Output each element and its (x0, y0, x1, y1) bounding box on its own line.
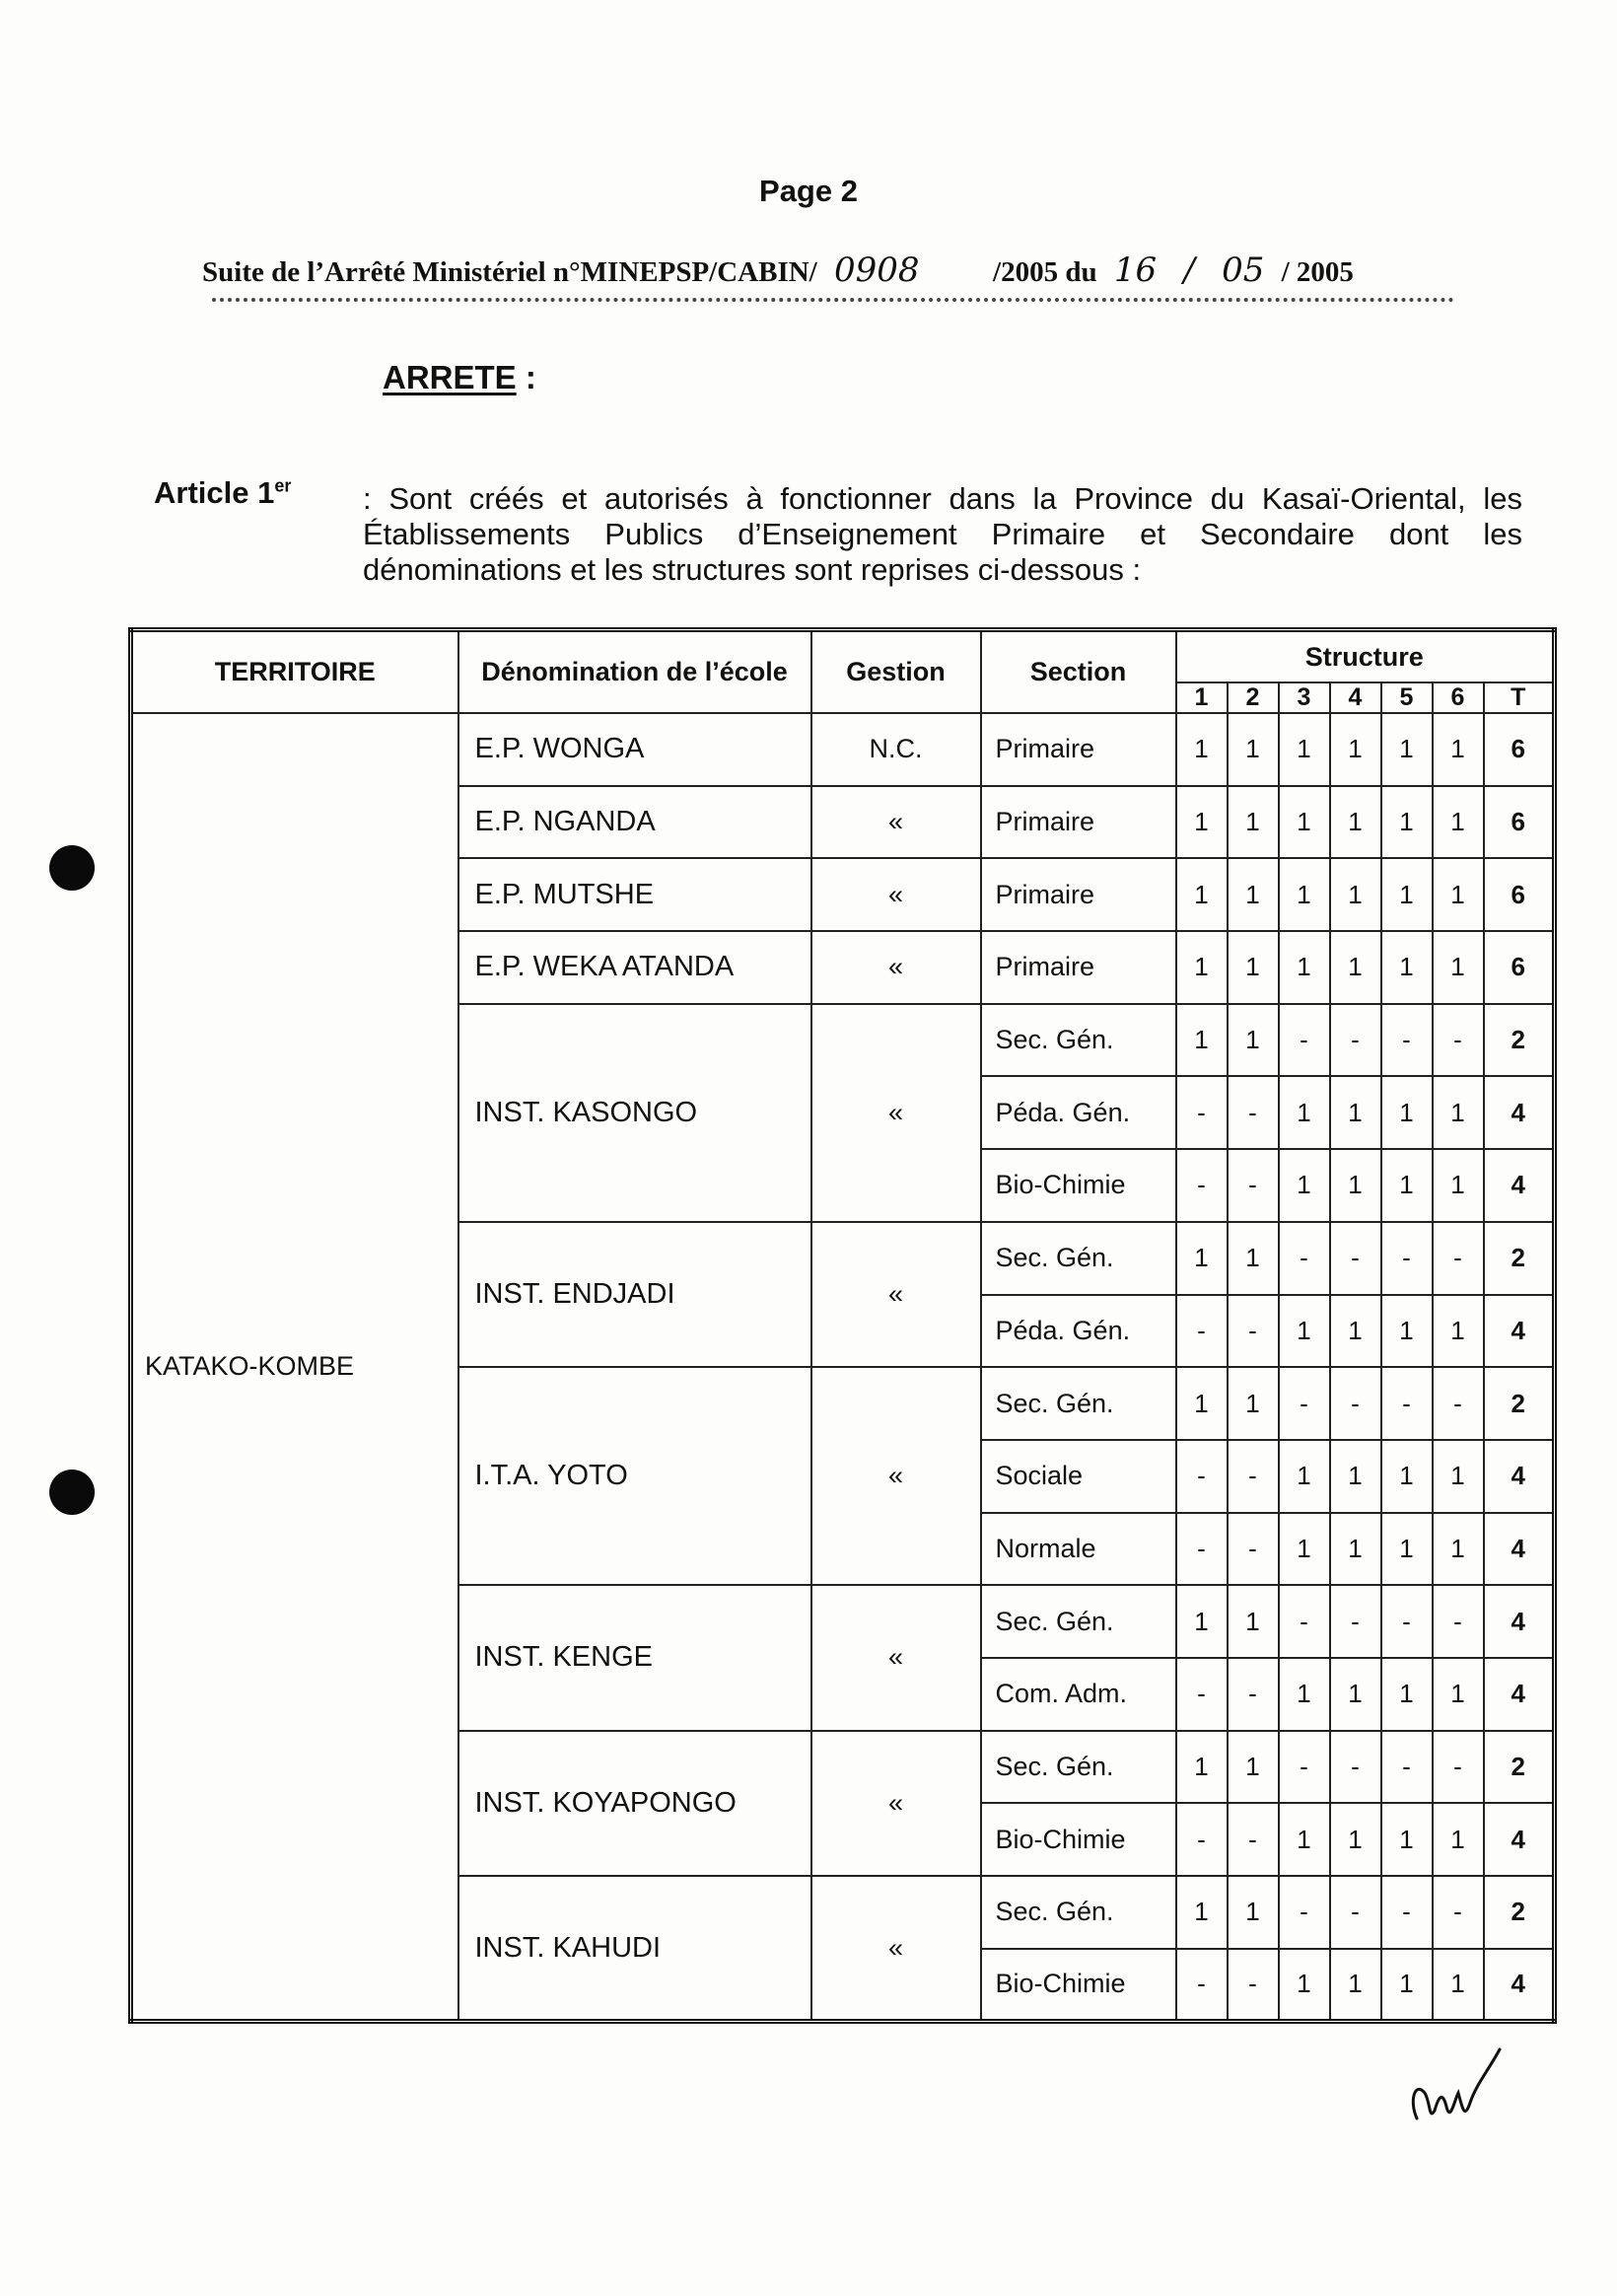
structure-year-cell: 1 (1228, 858, 1279, 931)
structure-year-cell: - (1381, 1367, 1433, 1440)
school-name-cell: E.P. WONGA (458, 713, 811, 786)
structure-year-cell: 1 (1330, 1949, 1381, 2022)
structure-year-cell: 1 (1279, 713, 1330, 786)
signature-mark (1405, 2042, 1513, 2130)
header-territoire: TERRITOIRE (131, 630, 458, 714)
article-label (154, 475, 291, 511)
structure-year-cell: 1 (1279, 1513, 1330, 1586)
structure-year-cell: 1 (1433, 1803, 1484, 1876)
structure-year-cell: - (1330, 1367, 1381, 1440)
structure-total-cell: 4 (1484, 1585, 1555, 1658)
structure-year-cell: 1 (1279, 858, 1330, 931)
section-cell: Normale (981, 1513, 1176, 1586)
header-gestion: Gestion (811, 630, 981, 714)
structure-year-cell: 1 (1228, 931, 1279, 1004)
structure-year-cell: 1 (1176, 1004, 1228, 1077)
structure-year-cell: - (1330, 1731, 1381, 1804)
structure-year-cell: 1 (1279, 1149, 1330, 1222)
structure-year-cell: 1 (1433, 786, 1484, 859)
header-col-5: 5 (1381, 682, 1433, 713)
structure-year-cell: 1 (1279, 1076, 1330, 1149)
structure-year-cell: 1 (1279, 931, 1330, 1004)
structure-year-cell: - (1176, 1295, 1228, 1368)
structure-year-cell: - (1176, 1949, 1228, 2022)
structure-year-cell: 1 (1330, 1803, 1381, 1876)
gestion-cell: « (811, 1367, 981, 1585)
structure-year-cell: 1 (1381, 858, 1433, 931)
structure-year-cell: 1 (1228, 1222, 1279, 1295)
header-structure: Structure (1176, 630, 1555, 683)
structure-year-cell: - (1228, 1803, 1279, 1876)
reference-year: /2005 du (993, 256, 1097, 288)
structure-year-cell: - (1433, 1731, 1484, 1804)
structure-year-cell: 1 (1381, 931, 1433, 1004)
structure-year-cell: - (1433, 1876, 1484, 1949)
structure-year-cell: 1 (1330, 1295, 1381, 1368)
header-rule (212, 298, 1454, 302)
structure-year-cell: - (1228, 1513, 1279, 1586)
structure-year-cell: 1 (1433, 1513, 1484, 1586)
section-cell: Péda. Gén. (981, 1295, 1176, 1368)
structure-year-cell: - (1228, 1949, 1279, 2022)
structure-year-cell: - (1279, 1876, 1330, 1949)
section-cell: Sec. Gén. (981, 1585, 1176, 1658)
structure-total-cell: 4 (1484, 1803, 1555, 1876)
section-cell: Sociale (981, 1440, 1176, 1513)
structure-total-cell: 4 (1484, 1440, 1555, 1513)
handwritten-decree-number: 0908 (833, 251, 920, 290)
structure-year-cell: 1 (1176, 931, 1228, 1004)
structure-year-cell: - (1381, 1876, 1433, 1949)
school-name-cell: I.T.A. YOTO (458, 1367, 811, 1585)
structure-total-cell: 4 (1484, 1149, 1555, 1222)
page-number: Page 2 (759, 174, 858, 208)
structure-year-cell: 1 (1330, 1658, 1381, 1731)
structure-year-cell: - (1228, 1295, 1279, 1368)
structure-year-cell: 1 (1176, 1731, 1228, 1804)
structure-year-cell: 1 (1330, 1076, 1381, 1149)
structure-year-cell: 1 (1228, 713, 1279, 786)
structure-year-cell: - (1381, 1585, 1433, 1658)
structure-year-cell: 1 (1330, 931, 1381, 1004)
header-col-6: 6 (1433, 682, 1484, 713)
gestion-cell: « (811, 786, 981, 859)
section-cell: Primaire (981, 858, 1176, 931)
structure-year-cell: 1 (1176, 1367, 1228, 1440)
structure-year-cell: 1 (1279, 1295, 1330, 1368)
structure-year-cell: 1 (1330, 1440, 1381, 1513)
structure-year-cell: 1 (1433, 1658, 1484, 1731)
structure-year-cell: 1 (1228, 786, 1279, 859)
header-col-3: 3 (1279, 682, 1330, 713)
structure-year-cell: - (1330, 1004, 1381, 1077)
structure-total-cell: 4 (1484, 1076, 1555, 1149)
school-name-cell: INST. KASONGO (458, 1004, 811, 1222)
structure-year-cell: 1 (1381, 1440, 1433, 1513)
structure-year-cell: 1 (1176, 786, 1228, 859)
section-cell: Primaire (981, 713, 1176, 786)
school-name-cell: E.P. WEKA ATANDA (458, 931, 811, 1004)
structure-year-cell: 1 (1279, 1658, 1330, 1731)
section-cell: Bio-Chimie (981, 1949, 1176, 2022)
structure-total-cell: 6 (1484, 858, 1555, 931)
structure-year-cell: - (1279, 1004, 1330, 1077)
structure-year-cell: - (1279, 1367, 1330, 1440)
structure-year-cell: - (1433, 1585, 1484, 1658)
structure-total-cell: 4 (1484, 1949, 1555, 2022)
structure-year-cell: 1 (1228, 1876, 1279, 1949)
structure-year-cell: 1 (1176, 1585, 1228, 1658)
structure-year-cell: 1 (1228, 1731, 1279, 1804)
section-cell: Sec. Gén. (981, 1004, 1176, 1077)
table-header (131, 630, 1555, 714)
punch-hole-top (49, 845, 95, 891)
gestion-cell: « (811, 1876, 981, 2022)
structure-year-cell: 1 (1381, 786, 1433, 859)
section-cell: Primaire (981, 786, 1176, 859)
structure-year-cell: 1 (1279, 1949, 1330, 2022)
gestion-cell: N.C. (811, 713, 981, 786)
school-name-cell: E.P. NGANDA (458, 786, 811, 859)
heading-suffix: : (516, 359, 536, 395)
structure-year-cell: 1 (1228, 1367, 1279, 1440)
structure-year-cell: 1 (1176, 858, 1228, 931)
gestion-cell: « (811, 931, 981, 1004)
structure-year-cell: 1 (1433, 858, 1484, 931)
header-col-4: 4 (1330, 682, 1381, 713)
structure-year-cell: 1 (1381, 713, 1433, 786)
structure-year-cell: 1 (1279, 1440, 1330, 1513)
structure-year-cell: - (1176, 1076, 1228, 1149)
structure-year-cell: - (1433, 1222, 1484, 1295)
header-col-total: T (1484, 682, 1555, 713)
structure-year-cell: - (1381, 1222, 1433, 1295)
structure-year-cell: - (1176, 1513, 1228, 1586)
structure-year-cell: - (1330, 1585, 1381, 1658)
structure-year-cell: 1 (1433, 931, 1484, 1004)
structure-total-cell: 2 (1484, 1876, 1555, 1949)
structure-year-cell: 1 (1330, 1513, 1381, 1586)
reference-prefix: Suite de l’Arrêté Ministériel n°MINEPSP/CABIN/ (202, 256, 817, 288)
structure-year-cell: - (1176, 1803, 1228, 1876)
structure-total-cell: 2 (1484, 1731, 1555, 1804)
structure-year-cell: - (1381, 1004, 1433, 1077)
structure-total-cell: 2 (1484, 1367, 1555, 1440)
table-body (131, 713, 1555, 2022)
structure-total-cell: 6 (1484, 713, 1555, 786)
structure-total-cell: 4 (1484, 1295, 1555, 1368)
structure-year-cell: - (1228, 1440, 1279, 1513)
structure-year-cell: - (1228, 1149, 1279, 1222)
school-name-cell: INST. KAHUDI (458, 1876, 811, 2022)
article-label-sup: er (274, 475, 292, 496)
structure-year-cell: 1 (1433, 1295, 1484, 1368)
structure-total-cell: 6 (1484, 931, 1555, 1004)
structure-year-cell: - (1279, 1222, 1330, 1295)
structure-year-cell: - (1433, 1367, 1484, 1440)
structure-year-cell: - (1279, 1585, 1330, 1658)
structure-year-cell: - (1381, 1731, 1433, 1804)
school-name-cell: INST. ENDJADI (458, 1222, 811, 1367)
section-cell: Com. Adm. (981, 1658, 1176, 1731)
structure-year-cell: - (1433, 1004, 1484, 1077)
structure-year-cell: - (1176, 1658, 1228, 1731)
section-cell: Bio-Chimie (981, 1803, 1176, 1876)
handwritten-day: 16 (1113, 251, 1158, 290)
header-col-1: 1 (1176, 682, 1228, 713)
section-cell: Sec. Gén. (981, 1876, 1176, 1949)
structure-year-cell: 1 (1330, 1149, 1381, 1222)
structure-year-cell: 1 (1176, 1876, 1228, 1949)
structure-year-cell: 1 (1381, 1949, 1433, 2022)
structure-year-cell: 1 (1176, 1222, 1228, 1295)
header-section: Section (981, 630, 1176, 714)
structure-year-cell: 1 (1228, 1004, 1279, 1077)
structure-year-cell: 1 (1433, 1149, 1484, 1222)
header-col-2: 2 (1228, 682, 1279, 713)
section-cell: Sec. Gén. (981, 1367, 1176, 1440)
structure-year-cell: 1 (1330, 858, 1381, 931)
territoire-cell: KATAKO-KOMBE (131, 713, 458, 2022)
section-cell: Péda. Gén. (981, 1076, 1176, 1149)
structure-year-cell: - (1330, 1222, 1381, 1295)
structure-year-cell: 1 (1381, 1076, 1433, 1149)
structure-year-cell: 1 (1433, 1949, 1484, 2022)
structure-year-cell: - (1330, 1876, 1381, 1949)
gestion-cell: « (811, 1004, 981, 1222)
structure-year-cell: - (1176, 1440, 1228, 1513)
article-body: : Sont créés et autorisés à fonctionner dans la Province du Kasaï-Oriental, les Établissements Publics d’Enseignement Primaire et Secondaire dont les dénominations et les structures sont reprises ci-dessous : (363, 481, 1522, 587)
section-heading (383, 359, 536, 396)
decree-reference (202, 251, 1474, 290)
structure-year-cell: 1 (1381, 1658, 1433, 1731)
school-name-cell: INST. KENGE (458, 1585, 811, 1730)
structure-year-cell: 1 (1228, 1585, 1279, 1658)
structure-year-cell: 1 (1176, 713, 1228, 786)
structure-year-cell: 1 (1381, 1149, 1433, 1222)
structure-year-cell: 1 (1433, 1440, 1484, 1513)
structure-year-cell: 1 (1381, 1295, 1433, 1368)
structure-year-cell: 1 (1330, 713, 1381, 786)
school-name-cell: INST. KOYAPONGO (458, 1731, 811, 1876)
date-separator: / (1183, 251, 1195, 290)
structure-year-cell: 1 (1279, 786, 1330, 859)
header-denomination: Dénomination de l’école (458, 630, 811, 714)
schools-table (128, 627, 1557, 2024)
section-cell: Sec. Gén. (981, 1731, 1176, 1804)
table-row (131, 713, 1555, 786)
heading-word: ARRETE (383, 359, 517, 395)
section-cell: Sec. Gén. (981, 1222, 1176, 1295)
structure-year-cell: 1 (1381, 1803, 1433, 1876)
structure-total-cell: 4 (1484, 1513, 1555, 1586)
gestion-cell: « (811, 1222, 981, 1367)
section-cell: Primaire (981, 931, 1176, 1004)
structure-year-cell: 1 (1330, 786, 1381, 859)
punch-hole-bottom (49, 1470, 95, 1515)
section-cell: Bio-Chimie (981, 1149, 1176, 1222)
structure-total-cell: 6 (1484, 786, 1555, 859)
structure-total-cell: 2 (1484, 1222, 1555, 1295)
structure-year-cell: - (1176, 1149, 1228, 1222)
structure-total-cell: 4 (1484, 1658, 1555, 1731)
article-label-text: Article 1 (154, 475, 275, 510)
structure-year-cell: - (1279, 1731, 1330, 1804)
structure-year-cell: 1 (1433, 713, 1484, 786)
structure-total-cell: 2 (1484, 1004, 1555, 1077)
structure-year-cell: - (1228, 1076, 1279, 1149)
school-name-cell: E.P. MUTSHE (458, 858, 811, 931)
structure-year-cell: 1 (1279, 1803, 1330, 1876)
structure-year-cell: 1 (1381, 1513, 1433, 1586)
structure-year-cell: - (1228, 1658, 1279, 1731)
handwritten-month: 05 (1222, 251, 1265, 290)
structure-year-cell: 1 (1433, 1076, 1484, 1149)
gestion-cell: « (811, 858, 981, 931)
gestion-cell: « (811, 1731, 981, 1876)
gestion-cell: « (811, 1585, 981, 1730)
reference-year-end: / 2005 (1281, 256, 1354, 288)
